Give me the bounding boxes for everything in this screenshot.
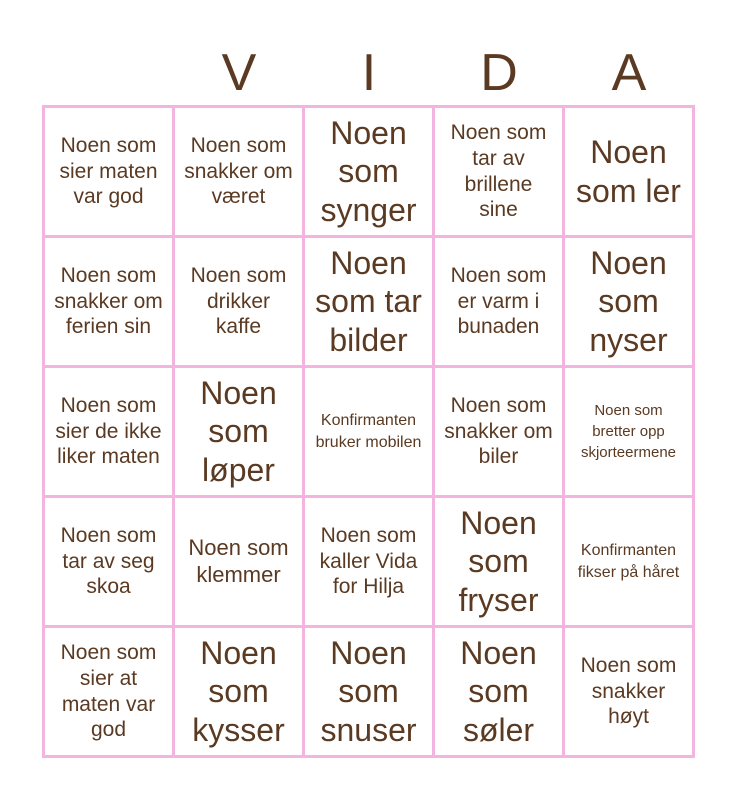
bingo-cell-r4c2[interactable]: Noen som klemmer (175, 498, 305, 628)
bingo-cell-r4c4[interactable]: Noen som fryser (435, 498, 565, 628)
header-letter-i: I (361, 44, 377, 102)
bingo-cell-r1c4[interactable]: Noen som tar av brillene sine (435, 108, 565, 238)
bingo-cell-r3c4[interactable]: Noen som snakker om biler (435, 368, 565, 498)
bingo-cell-r5c5[interactable]: Noen som snakker høyt (565, 628, 695, 758)
bingo-board (42, 105, 695, 758)
header-letter-a: A (611, 44, 647, 102)
bingo-cell-r2c4[interactable]: Noen som er varm i bunaden (435, 238, 565, 368)
bingo-cell-r3c3[interactable]: Konfirmanten bruker mobilen (305, 368, 435, 498)
bingo-cell-r3c2[interactable]: Noen som løper (175, 368, 305, 498)
bingo-cell-r1c1[interactable]: Noen som sier maten var god (45, 108, 175, 238)
bingo-cell-r1c5[interactable]: Noen som ler (565, 108, 695, 238)
bingo-cell-r2c5[interactable]: Noen som nyser (565, 238, 695, 368)
header-letter-v: V (221, 44, 257, 102)
bingo-cell-r2c2[interactable]: Noen som drikker kaffe (175, 238, 305, 368)
bingo-cell-r4c5[interactable]: Konfirmanten fikser på håret (565, 498, 695, 628)
header-letter-1 (44, 40, 174, 106)
bingo-cell-r5c2[interactable]: Noen som kysser (175, 628, 305, 758)
header-letter-d: D (480, 44, 518, 102)
bingo-cell-r5c3[interactable]: Noen som snuser (305, 628, 435, 758)
bingo-cell-r5c1[interactable]: Noen som sier at maten var god (45, 628, 175, 758)
bingo-cell-r5c4[interactable]: Noen som søler (435, 628, 565, 758)
bingo-cell-r1c3[interactable]: Noen som synger (305, 108, 435, 238)
bingo-cell-r3c5[interactable]: Noen som bretter opp skjorteermene (565, 368, 695, 498)
bingo-cell-r2c1[interactable]: Noen som snakker om ferien sin (45, 238, 175, 368)
bingo-cell-r3c1[interactable]: Noen som sier de ikke liker maten (45, 368, 175, 498)
bingo-cell-r4c1[interactable]: Noen som tar av seg skoa (45, 498, 175, 628)
bingo-cell-r2c3[interactable]: Noen som tar bilder (305, 238, 435, 368)
bingo-cell-r4c3[interactable]: Noen som kaller Vida for Hilja (305, 498, 435, 628)
bingo-header (44, 40, 694, 106)
bingo-cell-r1c2[interactable]: Noen som snakker om været (175, 108, 305, 238)
